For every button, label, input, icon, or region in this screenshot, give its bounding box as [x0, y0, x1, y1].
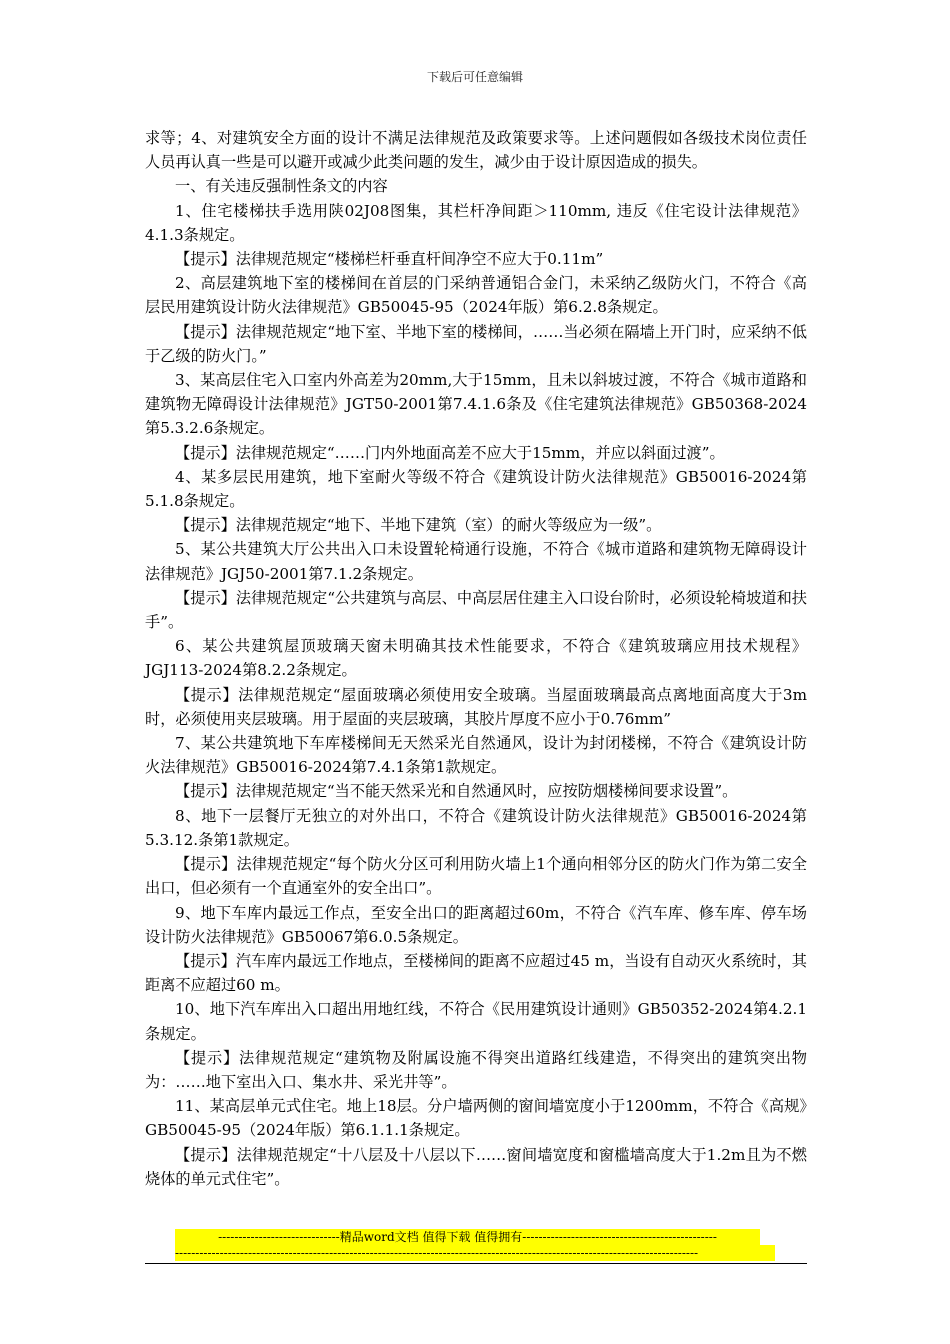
paragraph: 一、有关违反强制性条文的内容 [175, 177, 388, 196]
paragraph: 3、某高层住宅入口室内外高差为20mm,大于15mm，且未以斜坡过渡，不符合《城市道路和建筑物无障碍设计法律规范》JGT50-2001第7.4.1.6条及《住宅建筑法律规范》GB50368-2024第5.3.2.6条规定。 [145, 371, 807, 438]
page-header: 下载后可任意编辑 [426, 70, 523, 84]
paragraph: 【提示】法律规范规定“建筑物及附属设施不得突出道路红线建造，不得突出的建筑突出物为：……地下室出入口、集水井、采光井等”。 [145, 1048, 807, 1091]
paragraph: 【提示】法律规范规定“当不能天然采光和自然通风时，应按防烟楼梯间要求设置”。 [175, 782, 738, 801]
paragraph: 7、某公共建筑地下车库楼梯间无天然采光自然通风，设计为封闭楼梯，不符合《建筑设计防火法律规范》GB50016-2024第7.4.1条第1款规定。 [145, 734, 807, 777]
paragraph: 【提示】法律规范规定“地下、半地下建筑（室）的耐火等级应为一级”。 [175, 516, 662, 535]
paragraph: 9、地下车库内最远工作点，至安全出口的距离超过60m，不符合《汽车库、修车库、停车场设计防火法律规范》GB50067第6.0.5条规定。 [145, 903, 807, 946]
paragraph: 【提示】法律规范规定“楼梯栏杆垂直杆间净空不应大于0.11m” [175, 250, 604, 269]
paragraph: 4、某多层民用建筑，地下室耐火等级不符合《建筑设计防火法律规范》GB50016-2024第5.1.8条规定。 [145, 467, 807, 511]
paragraph: 【提示】法律规范规定“十八层及十八层以下……窗间墙宽度和窗槛墙高度大于1.2m且为不燃烧体的单元式住宅”。 [145, 1145, 807, 1188]
paragraph: 1、住宅楼梯扶手选用陕02J08图集，其栏杆净间距＞110mm, 违反《住宅设计法律规范》4.1.3条规定。 [145, 201, 807, 244]
paragraph: 【提示】法律规范规定“地下室、半地下室的楼梯间，……当必须在隔墙上开门时，应采纳不低于乙级的防火门。” [145, 322, 807, 365]
paragraph: 【提示】法律规范规定“公共建筑与高层、中高层居住建主入口设台阶时，必须设轮椅坡道和扶手”。 [145, 588, 807, 632]
footer-banner-line-2: --------------------------------------------------------------------------------------------------------------------------------- [175, 1245, 775, 1261]
paragraph: 6、某公共建筑屋顶玻璃天窗未明确其技术性能要求，不符合《建筑玻璃应用技术规程》JGJ113-2024第8.2.2条规定。 [145, 637, 807, 680]
paragraph: 求等；4、对建筑安全方面的设计不满足法律规范及政策要求等。上述问题假如各级技术岗位责任人员再认真一些是可以避开或减少此类问题的发生，减少由于设计原因造成的损失。 [145, 129, 807, 172]
footer-banner-line-1: ------------------------------精品word文档 值得下载 值得拥有------------------------------------------------ [175, 1229, 760, 1245]
document-body [145, 126, 807, 1191]
paragraph: 【提示】法律规范规定“……门内外地面高差不应大于15mm，并应以斜面过渡”。 [175, 443, 725, 462]
footer-divider [145, 1263, 807, 1264]
paragraph: 11、某高层单元式住宅。地上18层。分户墙两侧的窗间墙宽度小于1200mm，不符合《高规》GB50045-95（2024年版）第6.1.1.1条规定。 [145, 1097, 807, 1140]
paragraph: 2、高层建筑地下室的楼梯间在首层的门采纳普通铝合金门，未采纳乙级防火门，不符合《高层民用建筑设计防火法律规范》GB50045-95（2024年版）第6.2.8条规定。 [145, 274, 807, 317]
footer-banner [175, 1229, 775, 1261]
paragraph: 5、某公共建筑大厅公共出入口未设置轮椅通行设施，不符合《城市道路和建筑物无障碍设计法律规范》JGJ50-2001第7.1.2条规定。 [145, 540, 807, 583]
paragraph: 【提示】法律规范规定“每个防火分区可利用防火墙上1个通向相邻分区的防火门作为第二安全出口，但必须有一个直通室外的安全出口”。 [145, 855, 807, 898]
paragraph: 【提示】法律规范规定“屋面玻璃必须使用安全玻璃。当屋面玻璃最高点离地面高度大于3m时，必须使用夹层玻璃。用于屋面的夹层玻璃，其胶片厚度不应小于0.76mm” [145, 685, 807, 728]
paragraph: 10、地下汽车库出入口超出用地红线，不符合《民用建筑设计通则》GB50352-2024第4.2.1条规定。 [145, 1000, 807, 1043]
paragraph: 8、地下一层餐厅无独立的对外出口，不符合《建筑设计防火法律规范》GB50016-2024第5.3.12.条第1款规定。 [145, 806, 807, 849]
paragraph: 【提示】汽车库内最远工作地点，至楼梯间的距离不应超过45 m，当设有自动灭火系统时，其距离不应超过60 m。 [145, 951, 807, 995]
